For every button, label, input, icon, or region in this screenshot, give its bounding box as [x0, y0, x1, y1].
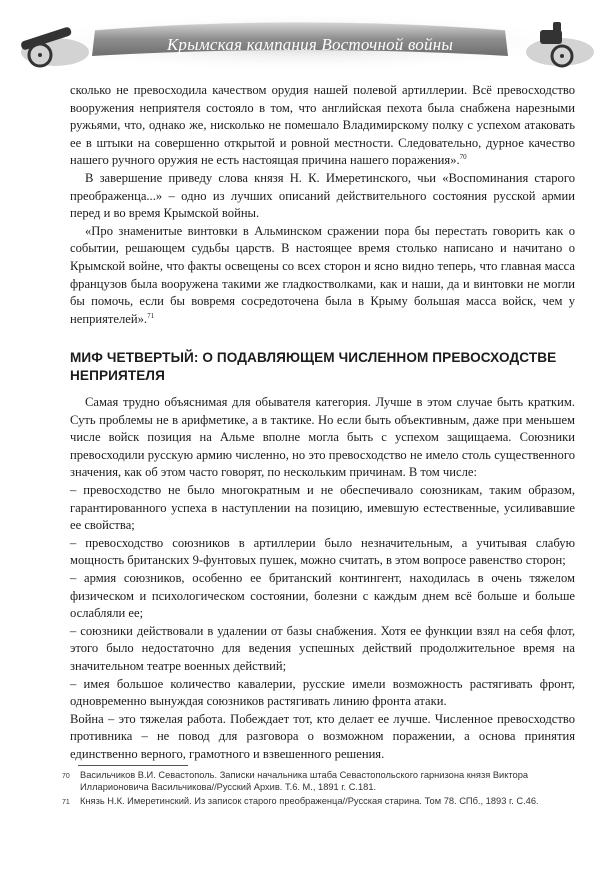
- footnote-number: 70: [62, 773, 70, 780]
- list-item: – превосходство союзников в артиллерии было незначительным, а учитывая слабую мощность британских 9-фунтовых пушек, можно считать, в этом вопросе равенство сторон;: [70, 535, 575, 568]
- list-item: – превосходство не было многократным и не обеспечивало союзникам, таким образом, гарантированного успеха в наступлении на позицию, имевшую естественные, усиливавшие ее свойства;: [70, 482, 575, 533]
- paragraph: В завершение приведу слова князя Н. К. Имеретинского, чьи «Воспоминания старого преображенца...» – одно из лучших описаний действительного состояния русской армии перед и во время Крымской войны.: [70, 170, 575, 221]
- footnote-text: Князь Н.К. Имеретинский. Из записок старого преображенца//Русская старина. Том 78. СПб., 1893 г. С.46.: [80, 796, 539, 807]
- list-item: – имея большое количество кавалерии, русские имели возможность растягивать фронт, одновременно вынуждая союзников растягивать линию фронта атаки.: [70, 676, 575, 709]
- footnote: [62, 770, 577, 793]
- footnote-divider: [78, 765, 188, 766]
- footnote: [62, 796, 577, 809]
- footnotes: [62, 770, 577, 812]
- footnote-ref[interactable]: 71: [147, 311, 155, 320]
- footnote-number: 71: [62, 799, 70, 807]
- list-item: – армия союзников, особенно ее британский контингент, находилась в очень тяжелом физическом и психологическом состоянии, болезни с каждым днем всё больше и больше ослабляли ее;: [70, 570, 575, 621]
- section-text-block: [70, 394, 575, 763]
- header-banner: [0, 0, 600, 76]
- top-text-block: [70, 82, 575, 328]
- paragraph: Самая трудно объяснимая для обывателя категория. Лучше в этом случае быть кратким. Суть проблемы не в арифметике, а в тактике. Но если быть объективным, даже при меньшем числе войск позиция на Альме вполне могла быть с успехом защищаема. Союзники превосходили русскую армию численно, но это превосходство не имело столь существенного значения, как об этом часто говорят, по нескольким причинам. В том числе:: [70, 395, 575, 480]
- section-heading: МИФ ЧЕТВЕРТЫЙ: О ПОДАВЛЯЮЩЕМ ЧИСЛЕННОМ ПРЕВОСХОДСТВЕ НЕПРИЯТЕЛЯ: [70, 350, 557, 383]
- paragraph-continued: сколько не превосходила качеством орудия нашей полевой артиллерии. Всё превосходство вооружения неприятеля состояло в том, что английская пехота была снабжена нарезными ружьями, что, однако же, нисколько не помешало Владимирскому полку с успехом атаковать ее в штыки на совершенно открытой и ровной местности. Следовательно, дурное качество нашего ручного оружия не есть настоящая причина нашего поражения».$^{70}$: [70, 83, 575, 168]
- list-item: – союзники действовали в удалении от базы снабжения. Хотя ее функции взял на себя флот, этого было недостаточно для ведения успешных действий продолжительное время на значительном театре военных действий;: [70, 623, 575, 673]
- paragraph: Война – это тяжелая работа. Побеждает тот, кто делает ее лучше. Численное превосходство противника – не повод для разговора о возможном поражении, а основа принятия единственно верного, грамотного и взвешенного решения.: [70, 711, 575, 761]
- footnote-ref[interactable]: 70: [459, 153, 467, 162]
- running-header-title: Крымская кампания Восточной войны: [166, 35, 454, 54]
- quote-paragraph: «Про знаменитые винтовки в Альминском сражении пора бы перестать говорить как о событии, решающем судьбы царств. В настоящее время столько написано и начитано о Крымской войне, что факты освещены со всех сторон и ясно видно теперь, что главная масса французов была вооружена такими же гладкостволками, как и наши, да и винтовки не могли бы помочь, если бы вовремя сосредоточена была в Крыму большая масса войск, чем у неприятелей».$^{71}$: [70, 223, 575, 326]
- footnote-text: Васильчиков В.И. Севастополь. Записки начальника штаба Севастопольского гарнизона князя Виктора Илларионовича Васильчикова//Русский Архив. Т.6. М., 1891 г. С.181.: [80, 770, 529, 792]
